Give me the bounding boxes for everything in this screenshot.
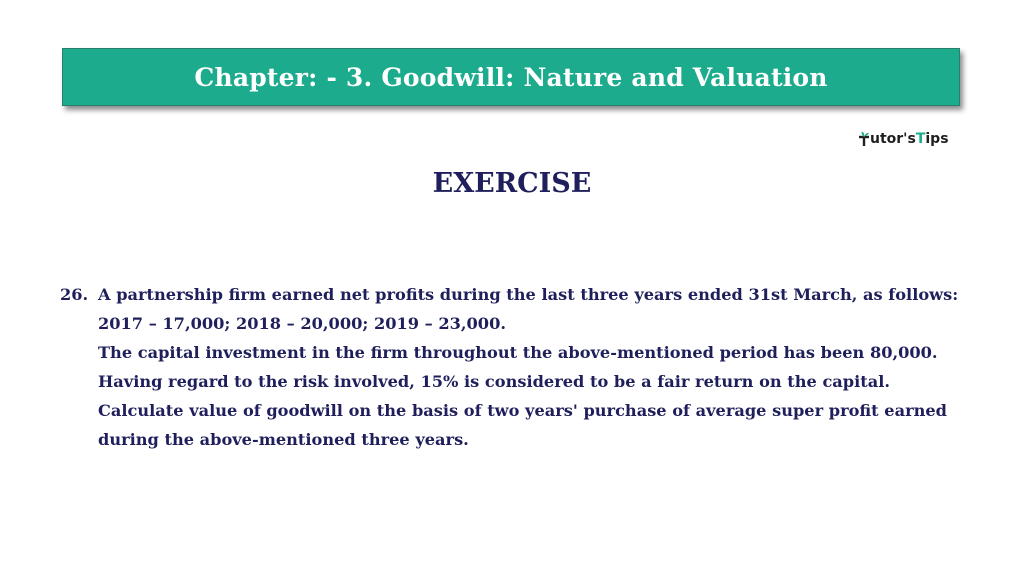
question-line: during the above-mentioned three years. bbox=[98, 430, 469, 449]
question-block bbox=[60, 280, 990, 454]
logo-text-prefix: utor's bbox=[870, 131, 916, 147]
logo-t-sprout-icon bbox=[858, 131, 870, 147]
question-number: 26. bbox=[60, 285, 89, 304]
tutors-tips-logo bbox=[858, 131, 949, 147]
question-line: A partnership firm earned net profits during the last three years ended 31st March, as follows: bbox=[98, 285, 959, 304]
question-line: The capital investment in the firm throughout the above-mentioned period has been 80,000. bbox=[98, 343, 938, 362]
logo-text-suffix: ips bbox=[925, 131, 949, 147]
logo-text-accent: T bbox=[915, 131, 926, 147]
question-text bbox=[98, 280, 990, 454]
question-line: 2017 – 17,000; 2018 – 20,000; 2019 – 23,000. bbox=[98, 314, 506, 333]
logo-text-tips bbox=[916, 131, 949, 147]
question-line: Calculate value of goodwill on the basis of two years' purchase of average super profit earned bbox=[98, 401, 947, 420]
chapter-banner bbox=[62, 48, 960, 106]
exercise-heading: EXERCISE bbox=[432, 168, 592, 199]
chapter-title: Chapter: - 3. Goodwill: Nature and Valuation bbox=[194, 62, 828, 92]
question-line: Having regard to the risk involved, 15% is considered to be a fair return on the capital. bbox=[98, 372, 891, 391]
